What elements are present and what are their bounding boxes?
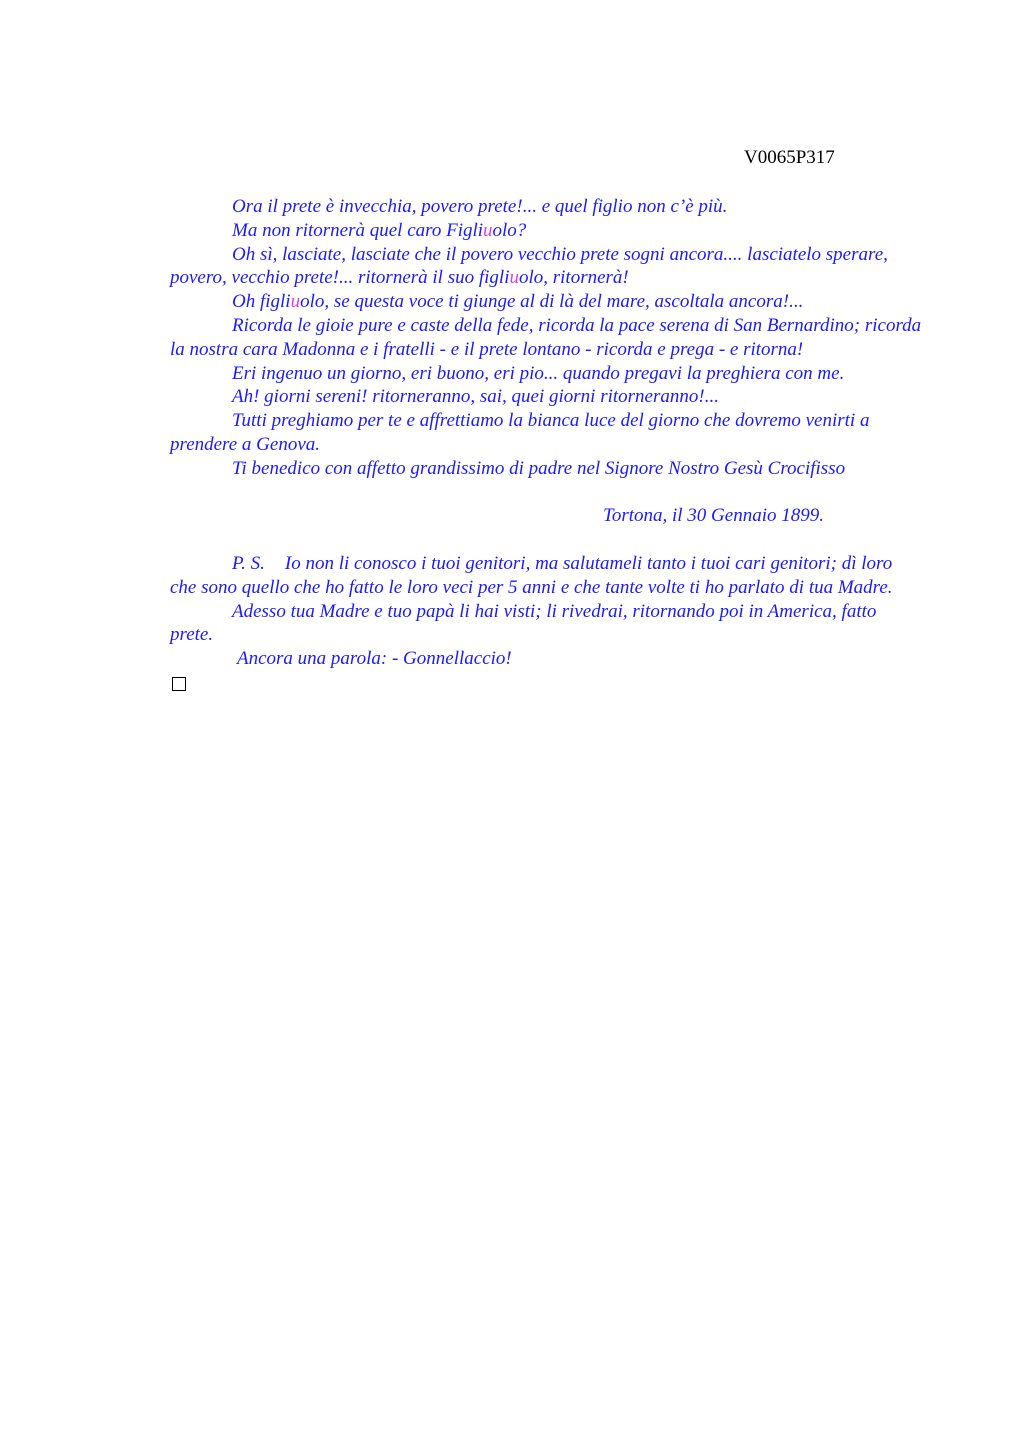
paragraph-text: Oh sì, lasciate, lasciate che il povero vecchio prete sogni ancora.... lasciatelo sperare, povero, vecchio prete!... ritornerà il suo figli: [170, 243, 888, 289]
paragraph-text: Io non li conosco i tuoi genitori, ma salutameli tanto i tuoi cari genitori; dì loro che sono quello che ho fatto le loro veci per 5 anni e che tante volte ti ho parlato di tua Madre.: [170, 552, 893, 598]
paragraph-text: olo, se questa voce ti giunge al di là del mare, ascoltala ancora!...: [300, 291, 804, 313]
highlighted-letter: u: [483, 219, 493, 241]
document-id-code: V0065P317: [744, 147, 835, 168]
paragraph: [170, 385, 922, 409]
paragraph-text: Ricorda le gioie pure e caste della fede, ricorda la pace serena di San Bernardino; ricorda la nostra cara Madonna e i fratelli - e il prete lontano - ricorda e prega - e ritorna!: [170, 314, 922, 360]
paragraph: [170, 290, 922, 314]
paragraph-text: Tutti preghiamo per te e affrettiamo la bianca luce del giorno che dovremo venirti a prendere a Genova.: [170, 410, 870, 455]
paragraph-text: Eri ingenuo un giorno, eri buono, eri pio... quando pregavi la preghiera con me.: [232, 362, 845, 384]
paragraph-text: Adesso tua Madre e tuo papà li hai visti; li rivedrai, ritornando poi in America, fatto prete.: [170, 600, 877, 646]
paragraph: [170, 243, 922, 291]
highlighted-letter: u: [509, 267, 519, 289]
postscript-paragraph: [170, 552, 922, 600]
paragraph-text: olo?: [492, 219, 527, 241]
paragraph-text: Oh figli: [232, 291, 291, 313]
signature-line: Tortona, il 30 Gennaio 1899.: [603, 505, 824, 527]
paragraph-text: Ora il prete è invecchia, povero prete!... e quel figlio non c’è più.: [232, 196, 728, 217]
paragraph-text: Ti benedico con affetto grandissimo di padre nel Signore Nostro Gesù Crocifisso: [232, 457, 846, 479]
highlighted-letter: u: [290, 291, 301, 313]
paragraph: [170, 219, 922, 243]
paragraph: [170, 457, 922, 481]
postscript-paragraph: [170, 600, 922, 648]
square-outline-icon: [172, 677, 186, 691]
paragraph: [170, 195, 922, 219]
paragraph-text: Ah! giorni sereni! ritorneranno, sai, quei giorni ritorneranno!...: [232, 386, 719, 408]
postscript-label: P. S.: [232, 552, 265, 574]
postscript-paragraph: [170, 647, 922, 671]
paragraph-text: Ancora una parola: - Gonnellaccio!: [237, 648, 512, 670]
paragraph-text: Ma non ritornerà quel caro Figli: [232, 219, 484, 241]
paragraph-text: olo, ritornerà!: [518, 267, 629, 289]
paragraph: [170, 314, 922, 362]
paragraph: [170, 362, 922, 386]
letter-body: [170, 195, 922, 691]
paragraph: [170, 409, 922, 457]
